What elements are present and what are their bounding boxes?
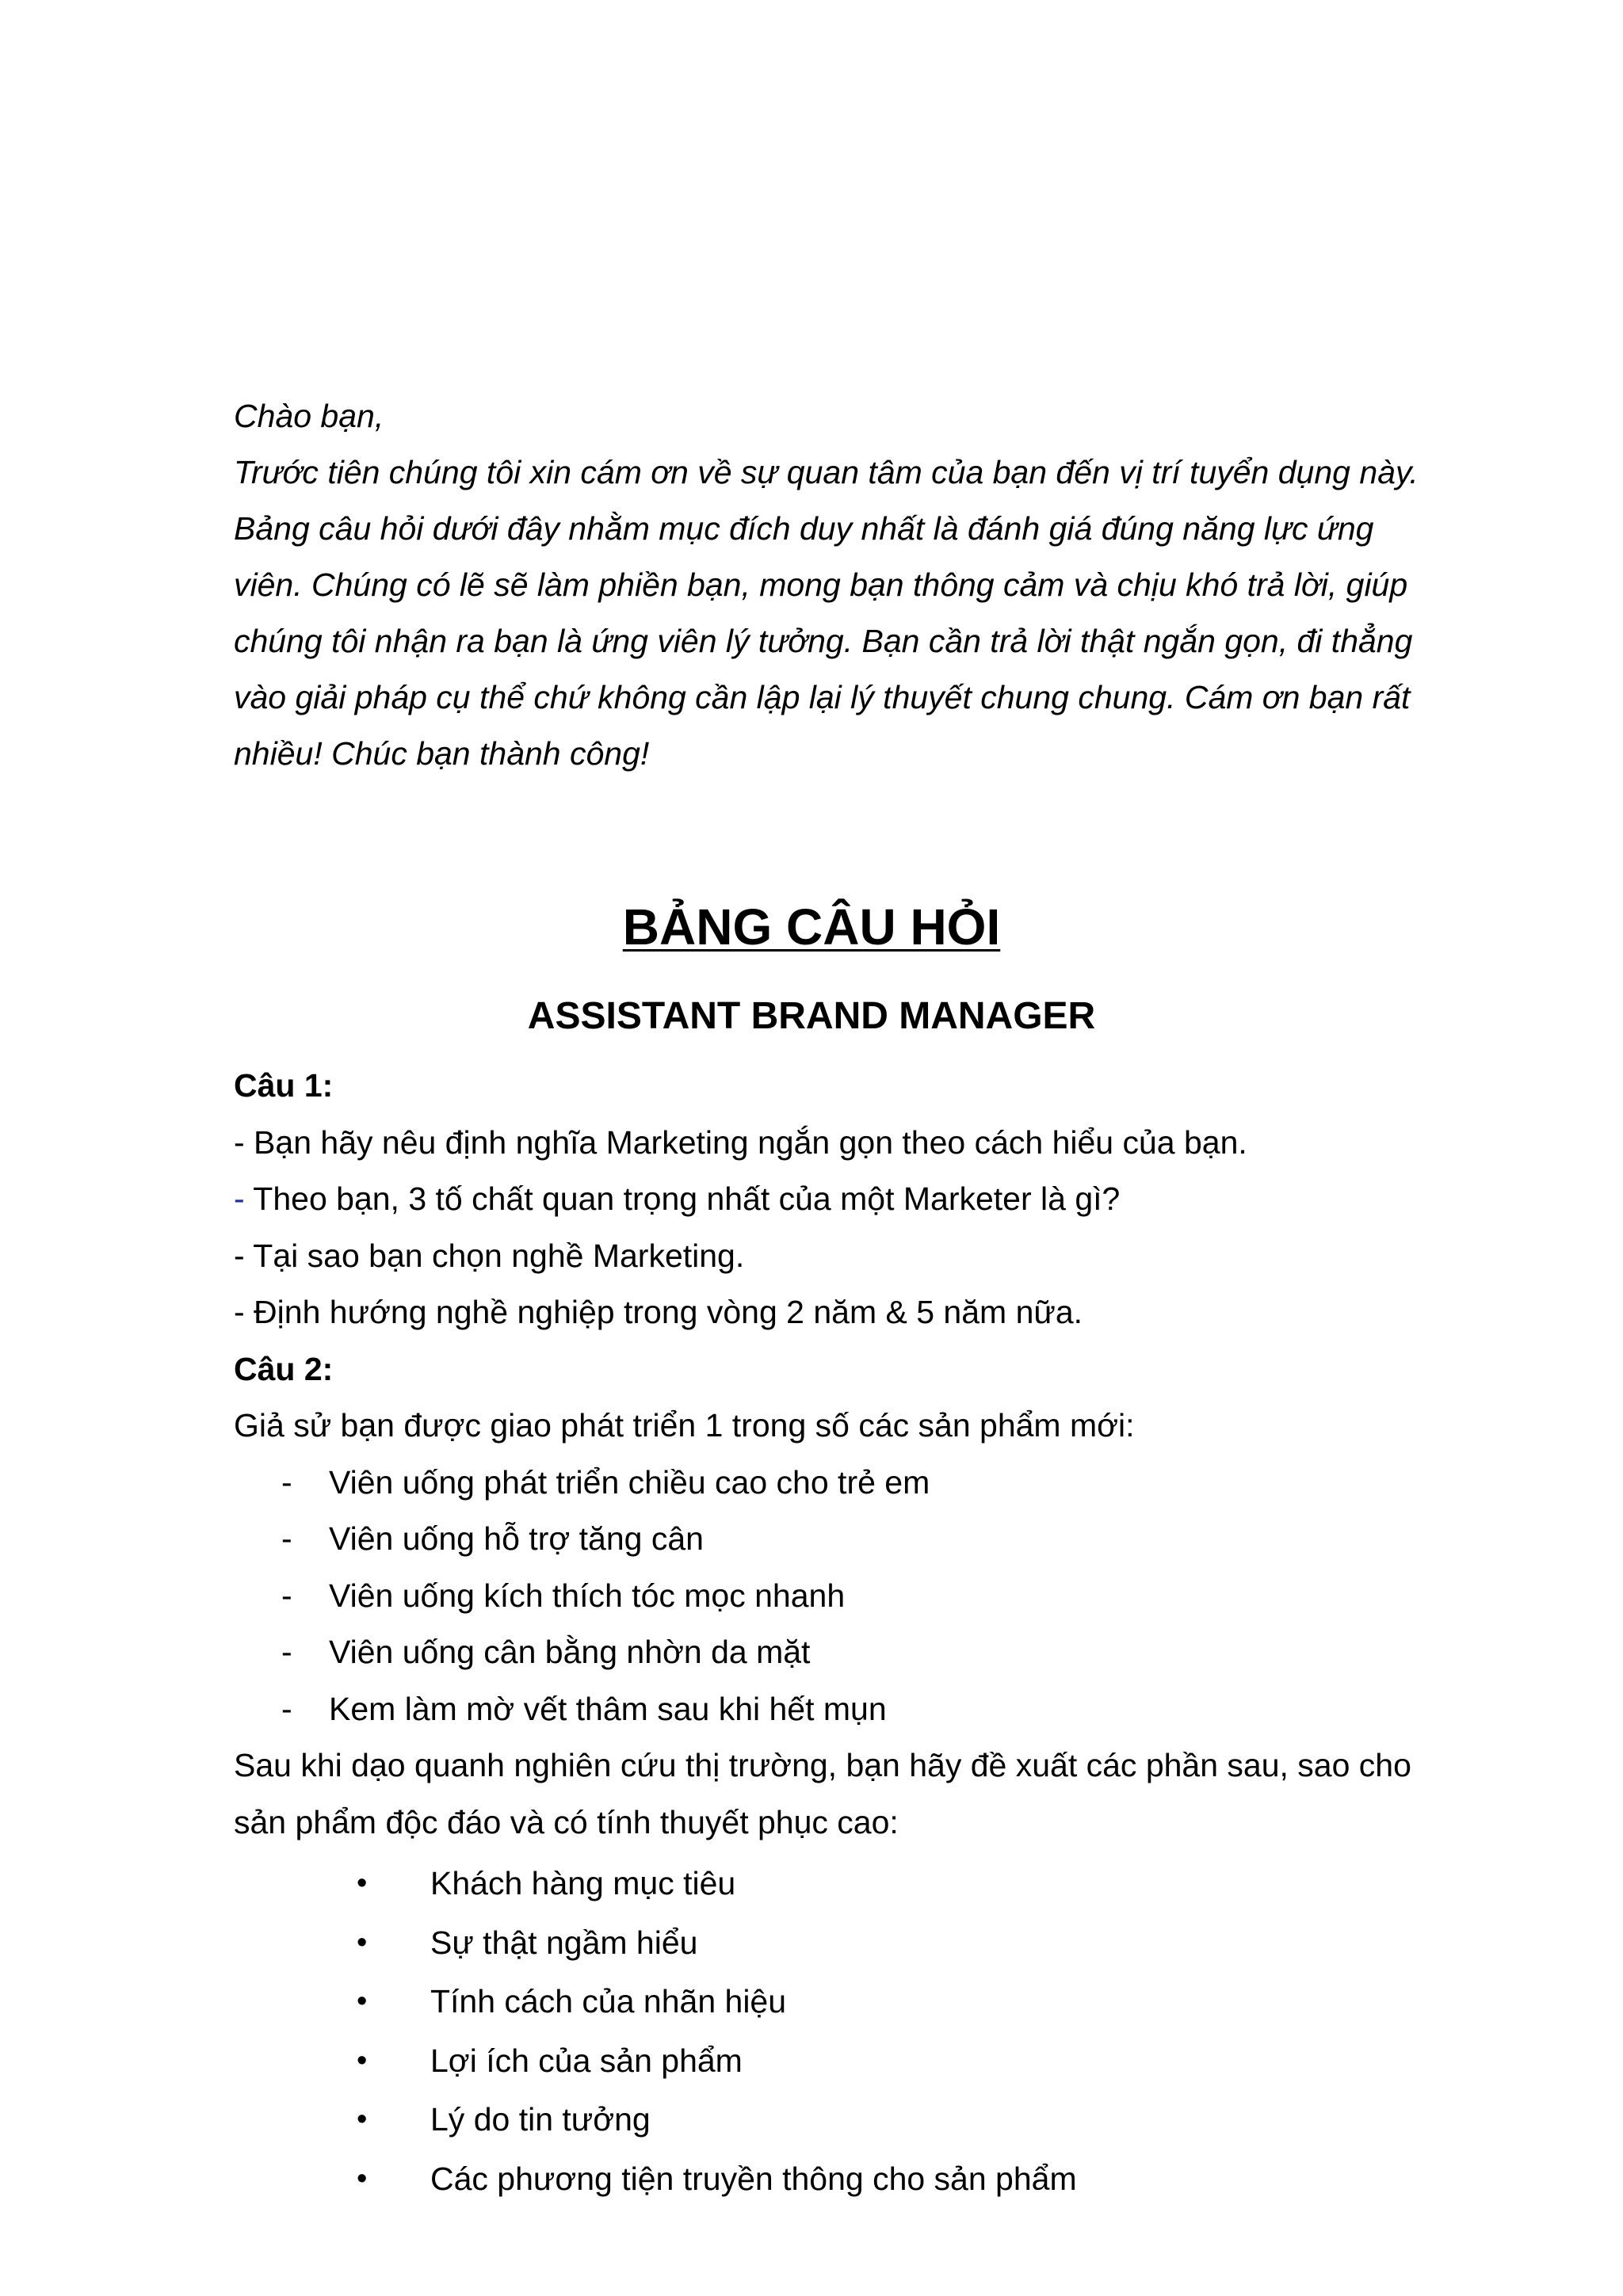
dash-marker: - xyxy=(281,1520,292,1557)
intro-line: nhiều! Chúc bạn thành công! xyxy=(234,735,650,772)
intro-greeting: Chào bạn, xyxy=(234,398,384,434)
product-option-text: Viên uống phát triển chiều cao cho trẻ em xyxy=(329,1463,930,1501)
bullet-icon: • xyxy=(357,2103,368,2136)
question-2-follow-up: sản phẩm độc đáo và có tính thuyết phục cao: xyxy=(234,1803,899,1840)
requirement-item xyxy=(234,2031,1470,2091)
document-title-text: BẢNG CÂU HỎI xyxy=(622,898,1001,955)
product-option xyxy=(234,1455,1470,1512)
requirement-item xyxy=(234,2090,1470,2149)
bullet-icon: • xyxy=(357,2043,368,2077)
question-1-item xyxy=(234,1284,1470,1341)
requirement-item-text: Các phương tiện truyền thông cho sản phẩm xyxy=(430,2160,1077,2197)
question-1-item-text: Theo bạn, 3 tố chất quan trọng nhất của một Marketer là gì? xyxy=(244,1180,1121,1217)
question-1-item-text: Định hướng nghề nghiệp trong vòng 2 năm & 5 năm nữa. xyxy=(244,1294,1083,1330)
dash-marker: - xyxy=(234,1123,245,1161)
requirement-item-text: Tính cách của nhãn hiệu xyxy=(430,1983,787,2019)
bullet-icon: • xyxy=(357,1985,368,2018)
dash-marker: - xyxy=(234,1294,245,1330)
requirement-item-text: Lợi ích của sản phẩm xyxy=(430,2042,743,2079)
dash-marker: - xyxy=(234,1237,245,1274)
question-1-item xyxy=(234,1115,1470,1172)
question-1-heading: Câu 1: xyxy=(234,1067,334,1104)
requirement-item xyxy=(234,2149,1470,2209)
intro-line: Trước tiên chúng tôi xin cám ơn về sự quan tâm của bạn đến vị trí tuyển dụng này. xyxy=(234,454,1419,490)
dash-marker: - xyxy=(281,1690,292,1727)
question-1-item xyxy=(234,1171,1470,1228)
intro-paragraph xyxy=(234,388,1470,782)
question-2-heading: Câu 2: xyxy=(234,1350,334,1387)
product-option-text: Viên uống hỗ trợ tăng cân xyxy=(329,1520,704,1557)
requirements-list xyxy=(234,1854,1470,2208)
intro-line: Bảng câu hỏi dưới đây nhằm mục đích duy nhất là đánh giá đúng năng lực ứng xyxy=(234,510,1374,547)
product-option-text: Viên uống cân bằng nhờn da mặt xyxy=(329,1634,811,1670)
bullet-icon: • xyxy=(357,2161,368,2195)
product-option xyxy=(234,1511,1470,1568)
requirement-item xyxy=(234,1854,1470,1913)
questions-body xyxy=(234,1058,1470,2208)
question-1-item-text: Bạn hãy nêu định nghĩa Marketing ngắn gọn theo cách hiểu của bạn. xyxy=(244,1123,1247,1161)
intro-line: viên. Chúng có lẽ sẽ làm phiền bạn, mong bạn thông cảm và chịu khó trả lời, giúp xyxy=(234,566,1408,603)
requirement-item-text: Sự thật ngầm hiểu xyxy=(430,1924,698,1961)
intro-line: chúng tôi nhận ra bạn là ứng viên lý tưởng. Bạn cần trả lời thật ngắn gọn, đi thẳng xyxy=(234,623,1413,659)
question-1-item-text: Tại sao bạn chọn nghề Marketing. xyxy=(244,1237,745,1274)
product-option-text: Viên uống kích thích tóc mọc nhanh xyxy=(329,1577,846,1614)
dash-marker: - xyxy=(281,1634,292,1670)
document-subtitle: ASSISTANT BRAND MANAGER xyxy=(527,995,1096,1037)
intro-line: vào giải pháp cụ thể chứ không cần lập lại lý thuyết chung chung. Cám ơn bạn rất xyxy=(234,679,1411,715)
product-option-text: Kem làm mờ vết thâm sau khi hết mụn xyxy=(329,1690,887,1727)
question-2-follow-up: Sau khi dạo quanh nghiên cứu thị trường, bạn hãy đề xuất các phần sau, sao cho xyxy=(234,1747,1411,1783)
requirement-item xyxy=(234,1972,1470,2031)
requirement-item xyxy=(234,1913,1470,1973)
dash-marker: - xyxy=(281,1463,292,1501)
bullet-icon: • xyxy=(357,1925,368,1959)
question-2-lead: Giả sử bạn được giao phát triển 1 trong số các sản phẩm mới: xyxy=(234,1407,1135,1444)
dash-marker: - xyxy=(281,1577,292,1614)
dash-marker: - xyxy=(234,1180,245,1217)
requirement-item-text: Khách hàng mục tiêu xyxy=(430,1865,736,1901)
product-option xyxy=(234,1624,1470,1681)
question-1-item xyxy=(234,1228,1470,1285)
requirement-item-text: Lý do tin tưởng xyxy=(430,2101,651,2138)
product-option xyxy=(234,1568,1470,1625)
document-title xyxy=(0,895,1623,959)
bullet-icon: • xyxy=(357,1867,368,1900)
product-option xyxy=(234,1681,1470,1738)
